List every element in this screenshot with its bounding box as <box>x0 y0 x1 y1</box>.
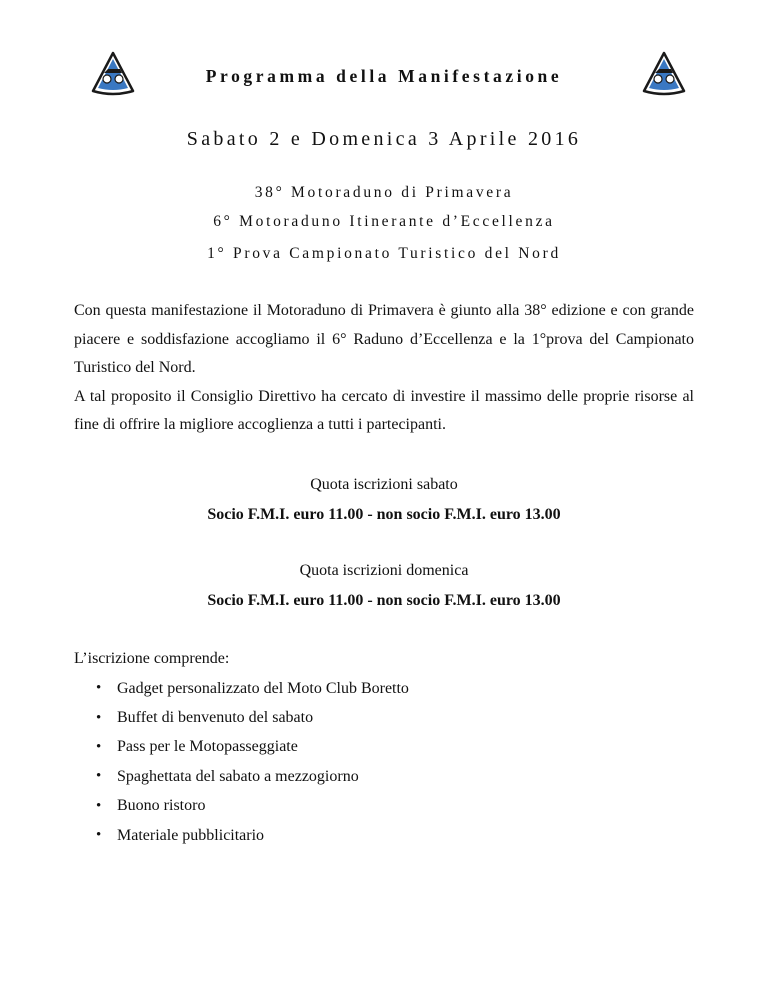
bullet-icon: • <box>96 709 102 726</box>
bullet-icon: • <box>96 827 102 844</box>
list-item-text: Buono ristoro <box>117 797 206 815</box>
inclusions-list <box>96 674 409 850</box>
list-item <box>96 733 409 762</box>
list-item <box>96 792 409 821</box>
bullet-icon: • <box>96 768 102 785</box>
fee-prices-saturday: Socio F.M.I. euro 11.00 - non socio F.M.I. euro 13.00 <box>207 506 561 523</box>
event-name-3: 1° Prova Campionato Turistico del Nord <box>207 245 561 262</box>
intro-text <box>74 297 694 440</box>
fee-label-sunday: Quota iscrizioni domenica <box>299 562 469 579</box>
list-item-text: Materiale pubblicitario <box>117 826 265 844</box>
intro-paragraph-2: A tal proposito il Consiglio Direttivo ha cercato di investire il massimo delle proprie risorse al fine di offrire la migliore accoglienza a tutti i partecipanti. <box>74 387 694 433</box>
bullet-icon: • <box>96 797 102 814</box>
list-item-text: Buffet di benvenuto del sabato <box>117 709 314 727</box>
bullet-icon: • <box>96 738 102 755</box>
bullet-icon: • <box>96 680 102 697</box>
list-item <box>96 762 409 791</box>
event-name-2: 6° Motoraduno Itinerante d’Eccellenza <box>213 213 555 230</box>
list-item <box>96 703 409 732</box>
list-item-text: Pass per le Motopasseggiate <box>117 738 298 756</box>
intro-paragraph-1: Con questa manifestazione il Motoraduno di Primavera è giunto alla 38° edizione e con grande piacere e soddisfazione accogliamo il 6° Raduno d’Eccellenza e la 1°prova del Campionato Turistico del Nord. <box>74 302 694 376</box>
fee-prices-sunday: Socio F.M.I. euro 11.00 - non socio F.M.I. euro 13.00 <box>207 592 561 609</box>
list-item <box>96 821 409 850</box>
list-item <box>96 674 409 703</box>
event-dates: Sabato 2 e Domenica 3 Aprile 2016 <box>186 128 582 150</box>
fee-label-saturday: Quota iscrizioni sabato <box>310 476 458 493</box>
document-title: Programma della Manifestazione <box>205 66 563 86</box>
inclusions-heading: L’iscrizione comprende: <box>74 650 230 667</box>
list-item-text: Gadget personalizzato del Moto Club Boretto <box>117 679 409 697</box>
list-item-text: Spaghettata del sabato a mezzogiorno <box>117 767 359 785</box>
event-name-1: 38° Motoraduno di Primavera <box>254 184 514 201</box>
